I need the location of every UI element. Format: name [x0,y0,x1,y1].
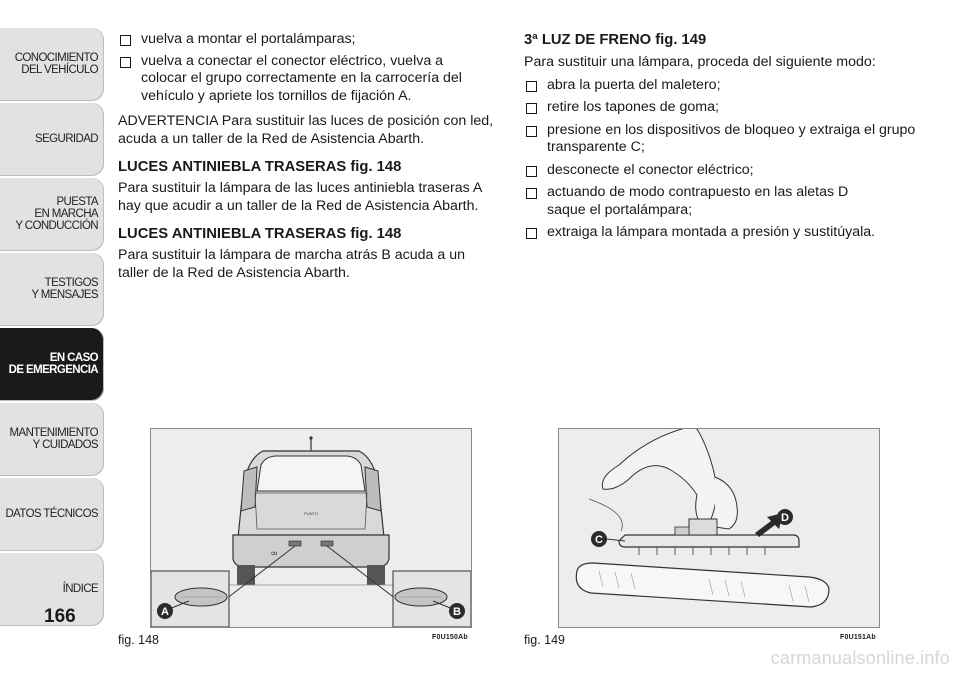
tab-seguridad[interactable] [0,103,104,175]
section-title: 3ª LUZ DE FRENO fig. 149 [524,32,707,48]
section-text: Para sustituir la lámpara de marcha atrás B acuda a un taller de la Red de Asistencia Abarth. [118,247,465,281]
section-title: LUCES ANTINIEBLA TRASERAS fig. 148 [118,159,402,175]
tab-label-line: SEGURIDAD [35,133,98,145]
tab-label-line: ÍNDICE [62,583,98,595]
list-item [524,77,920,95]
list-item-text: desconecte el conector eléctrico; [547,161,754,178]
figure-148 [150,428,472,628]
intro-text: Para sustituir una lámpara, proceda del siguiente modo: [524,54,876,70]
checkbox-bullet-icon [526,126,537,137]
third-brake-light-illustration [559,429,879,627]
list-item [524,184,920,219]
checkbox-bullet-icon [526,228,537,239]
tab-label-line: TESTIGOS [44,277,98,289]
checkbox-bullet-icon [120,35,131,46]
car-badge: PUNTO [304,511,318,516]
tab-label-line: Y MENSAJES [31,289,98,301]
list-item-text: actuando de modo contrapuesto en las aletas D saque el portalámpara; [547,184,849,218]
left-column [118,31,498,282]
tab-label-line: EN MARCHA [34,208,98,220]
car-rear-illustration [151,429,471,627]
list-item-text: extraiga la lámpara montada a presión y sustitúyala. [547,224,876,240]
marker-c: C [595,534,603,546]
figure-label-148: fig. 148 [118,633,160,647]
list-item-text: abra la puerta del maletero; [547,76,721,93]
list-item [524,162,920,180]
figure-149 [558,428,880,628]
page-number: 166 [44,606,76,627]
tab-testigos-y-mensajes[interactable] [0,253,104,325]
tab-label-line: Y CUIDADOS [32,439,98,451]
footer-watermark: carmanualsonline.info [770,648,950,668]
figure-code-149: F0U151Ab [840,634,876,641]
tab-en-caso-de-emergencia[interactable] [0,328,104,400]
figure-code-148: F0U150Ab [432,634,468,641]
list-item [118,31,498,49]
right-column [524,31,920,242]
tab-puesta-en-marcha[interactable] [0,178,104,250]
list-item-text: vuelva a montar el portalámparas; [141,31,356,47]
tab-label-line: DATOS TÉCNICOS [5,508,98,520]
checkbox-bullet-icon [120,57,131,68]
checkbox-bullet-icon [526,103,537,114]
warning-text: ADVERTENCIA Para sustituir las luces de posición con led, acuda a un taller de la Red de Asistencia Abarth. [118,113,494,147]
exhaust-symbol: ∞ [271,548,278,558]
tab-label-line: DE EMERGENCIA [8,364,98,376]
section-text: Para sustituir la lámpara de las luces antiniebla traseras A hay que acudir a un taller de la Red de Asistencia Abarth. [118,180,482,214]
list-item [524,99,920,117]
list-item-text: retire los tapones de goma; [547,99,719,115]
section-title: LUCES ANTINIEBLA TRASERAS fig. 148 [118,226,402,242]
tab-conocimiento-del-vehiculo[interactable] [0,28,104,100]
tab-label-line: MANTENIMIENTO [9,427,98,439]
figure-label-149: fig. 149 [524,633,566,647]
list-item [118,53,498,106]
tab-mantenimiento-y-cuidados[interactable] [0,403,104,475]
checkbox-bullet-icon [526,166,537,177]
tab-label-line: Y CONDUCCIÓN [15,220,98,232]
tab-datos-tecnicos[interactable] [0,478,104,550]
list-item [524,122,920,157]
checkbox-bullet-icon [526,188,537,199]
list-item-text: presione en los dispositivos de bloqueo y extraiga el grupo transparente C; [547,121,916,155]
marker-d: D [781,512,789,524]
list-item-text: vuelva a conectar el conector eléctrico, vuelva a colocar el grupo correctamente en la carrocería del vehículo y apriete los tornillos de fijación A. [141,52,462,104]
list-item [524,224,920,242]
marker-b: B [453,606,461,618]
marker-a: A [161,606,169,618]
tab-label-line: CONOCIMIENTO [14,52,98,64]
tab-label-line: EN CASO [49,352,98,364]
tab-label-line: DEL VEHÍCULO [21,64,98,76]
tab-label-line: PUESTA [56,196,98,208]
checkbox-bullet-icon [526,81,537,92]
